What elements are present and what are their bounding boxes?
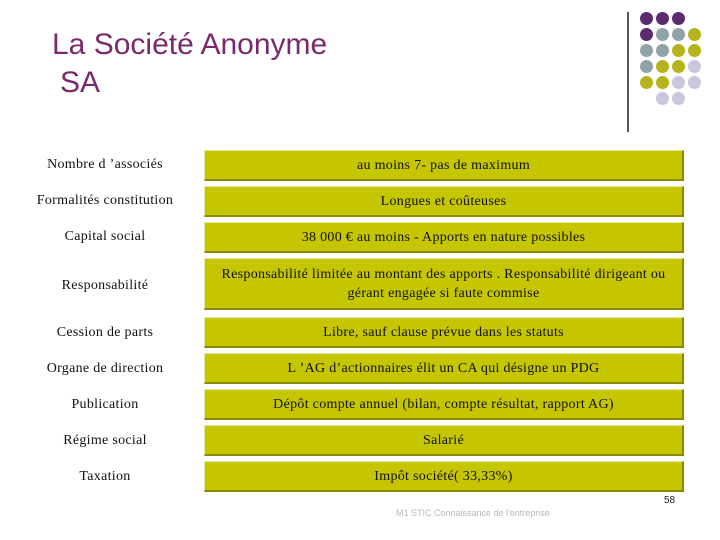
- dot: [672, 44, 685, 57]
- row-label: Nombre d ’associés: [47, 157, 163, 172]
- row-label: Formalités constitution: [36, 193, 174, 208]
- row-value: Impôt société( 33,33%): [204, 461, 684, 492]
- row-label: Capital social: [64, 229, 146, 244]
- dot: [672, 12, 685, 25]
- dot: [672, 60, 685, 73]
- footer-text: M1 STIC Connaissance de l'entreprise: [396, 508, 550, 518]
- row-label: Régime social: [63, 433, 147, 448]
- dot: [688, 12, 701, 25]
- dot: [672, 76, 685, 89]
- dot: [688, 76, 701, 89]
- page-number: 58: [664, 495, 676, 506]
- row-label: Organe de direction: [46, 361, 164, 376]
- row-value: L ’AG d’actionnaires élit un CA qui désigne un PDG: [204, 353, 684, 384]
- row-value: Salarié: [204, 425, 684, 456]
- dot: [656, 92, 669, 105]
- dot: [656, 44, 669, 57]
- decorative-divider: [627, 12, 629, 132]
- dot: [672, 92, 685, 105]
- slide-title: [52, 26, 327, 102]
- dot: [688, 60, 701, 73]
- dot: [656, 60, 669, 73]
- row-value: au moins 7- pas de maximum: [204, 150, 684, 181]
- dot: [640, 76, 653, 89]
- dot: [656, 28, 669, 41]
- row-value: Longues et coûteuses: [204, 186, 684, 217]
- dot: [688, 28, 701, 41]
- row-value: Libre, sauf clause prévue dans les statuts: [204, 317, 684, 348]
- dot: [656, 76, 669, 89]
- dot: [640, 92, 653, 105]
- decorative-dot-grid: [640, 12, 701, 105]
- dot: [640, 12, 653, 25]
- dot: [688, 92, 701, 105]
- dot: [672, 28, 685, 41]
- dot: [640, 60, 653, 73]
- row-label: Publication: [71, 397, 139, 412]
- row-value: Responsabilité limitée au montant des apports . Responsabilité dirigeant ou gérant engagée si faute commise: [204, 258, 684, 310]
- dot: [688, 44, 701, 57]
- dot: [640, 44, 653, 57]
- title-line-1: La Société Anonyme: [52, 28, 328, 61]
- dot: [640, 28, 653, 41]
- row-label: Responsabilité: [61, 278, 149, 293]
- dot: [656, 12, 669, 25]
- row-value: Dépôt compte annuel (bilan, compte résultat, rapport AG): [204, 389, 684, 420]
- row-label: Cession de parts: [56, 325, 154, 340]
- row-value: 38 000 € au moins - Apports en nature possibles: [204, 222, 684, 253]
- title-line-2: SA: [60, 66, 101, 99]
- row-label: Taxation: [79, 469, 131, 484]
